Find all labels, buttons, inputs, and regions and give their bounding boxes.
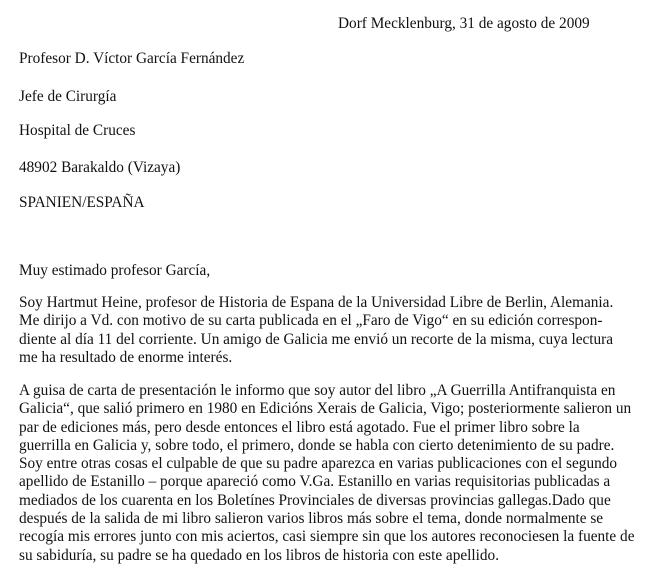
paragraph-line: mediados de los cuarenta en los Boletínes Provinciales de diversas provincias gallegas.Dado que [19, 491, 611, 509]
recipient-hospital: Hospital de Cruces [19, 122, 136, 139]
recipient-name: Profesor D. Víctor García Fernández [19, 50, 245, 67]
recipient-country: SPANIEN/ESPAÑA [19, 194, 145, 211]
paragraph-line: diente al día 11 del corriente. Un amigo de Galicia me envió un recorte de la misma, cuya lectura [19, 330, 614, 348]
salutation: Muy estimado profesor García, [19, 262, 211, 279]
paragraph-line: me ha resultado de enorme interés. [19, 348, 233, 366]
paragraph-line: su sabiduría, su padre se ha quedado en los libros de historia con este apellido. [19, 546, 500, 564]
paragraph-1 [19, 294, 613, 367]
paragraph-line: guerrilla en Galicia y, sobre todo, el primero, donde se habla con cierto detenimiento de su padre. [19, 436, 615, 454]
paragraph-2 [19, 382, 634, 565]
paragraph-line: recogía mis errores junto con mis aciertos, casi siempre sin que los autores reconociesen la fuente de [19, 528, 635, 546]
paragraph-line: Galicia“, que salió primero en 1980 en Edicións Xerais de Galicia, Vigo; posteriormente salieron un [19, 400, 632, 418]
recipient-title: Jefe de Cirurgía [19, 88, 117, 105]
paragraph-line: A guisa de carta de presentación le informo que soy autor del libro „A Guerrilla Antifranquista en [19, 382, 616, 399]
paragraph-line: par de ediciones más, pero desde entonces el libro está agotado. Fue el primer libro sobre la [19, 418, 580, 436]
paragraph-line: Soy Hartmut Heine, profesor de Historia de Espana de la Universidad Libre de Berlin, Alemania. [19, 294, 614, 311]
paragraph-line: Me dirijo a Vd. con motivo de su carta publicada en el „Faro de Vigo“ en su edición correspon- [19, 312, 603, 330]
paragraph-line: Soy entre otras cosas el culpable de que su padre aparezca en varias publicaciones con el segundo [19, 455, 618, 473]
paragraph-line: apellido de Estanillo – porque apareció como V.Ga. Estanillo en varias requisitorias publicadas a [19, 473, 611, 491]
paragraph-line: después de la salida de mi libro salieron varios libros más sobre el tema, donde normalmente se [19, 510, 604, 528]
date-line: Dorf Mecklenburg, 31 de agosto de 2009 [338, 15, 590, 32]
recipient-city: 48902 Barakaldo (Vizaya) [19, 159, 181, 176]
